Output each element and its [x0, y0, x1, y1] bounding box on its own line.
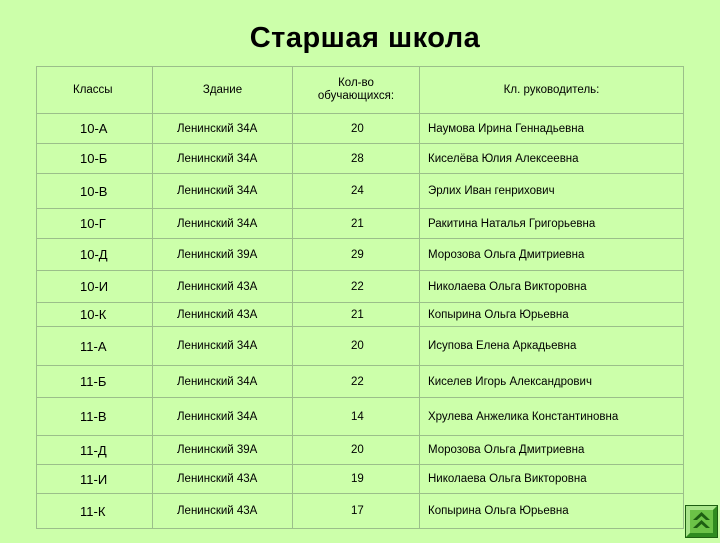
scroll-top-button[interactable] — [685, 505, 718, 538]
cell-count: 20 — [293, 114, 420, 144]
cell-teacher: Морозова Ольга Дмитриевна — [420, 436, 684, 465]
cell-teacher: Киселев Игорь Александрович — [420, 366, 684, 398]
table-row — [37, 114, 684, 144]
cell-class: 11-Б — [37, 366, 153, 398]
table-row — [37, 494, 684, 529]
cell-building: Ленинский 34А — [153, 327, 293, 366]
header-count-label: Кол-во обучающихся: — [317, 77, 395, 102]
cell-teacher: Эрлих Иван генрихович — [420, 174, 684, 209]
table-row — [37, 174, 684, 209]
cell-class: 11-И — [37, 465, 153, 494]
cell-count: 29 — [293, 239, 420, 271]
cell-building: Ленинский 43А — [153, 271, 293, 303]
cell-building: Ленинский 39А — [153, 239, 293, 271]
cell-count: 21 — [293, 303, 420, 327]
cell-teacher: Исупова Елена Аркадьевна — [420, 327, 684, 366]
cell-count: 14 — [293, 398, 420, 436]
cell-building: Ленинский 34А — [153, 209, 293, 239]
table-row — [37, 271, 684, 303]
cell-class: 10-К — [37, 303, 153, 327]
cell-teacher: Копырина Ольга Юрьевна — [420, 494, 684, 529]
table-row — [37, 144, 684, 174]
cell-class: 10-И — [37, 271, 153, 303]
double-chevron-up-icon — [685, 505, 718, 538]
cell-teacher: Наумова Ирина Геннадьевна — [420, 114, 684, 144]
cell-class: 11-А — [37, 327, 153, 366]
cell-teacher: Николаева Ольга Викторовна — [420, 271, 684, 303]
cell-building: Ленинский 34А — [153, 398, 293, 436]
cell-class: 10-В — [37, 174, 153, 209]
cell-class: 10-Г — [37, 209, 153, 239]
header-building: Здание — [153, 67, 293, 114]
cell-count: 19 — [293, 465, 420, 494]
cell-building: Ленинский 34А — [153, 114, 293, 144]
cell-count: 22 — [293, 366, 420, 398]
cell-class: 10-Д — [37, 239, 153, 271]
cell-class: 11-Д — [37, 436, 153, 465]
table-row — [37, 465, 684, 494]
classes-table — [36, 66, 684, 529]
cell-class: 10-Б — [37, 144, 153, 174]
header-count — [293, 67, 420, 114]
cell-count: 20 — [293, 436, 420, 465]
table-row — [37, 436, 684, 465]
cell-building: Ленинский 34А — [153, 366, 293, 398]
cell-teacher: Хрулева Анжелика Константиновна — [420, 398, 684, 436]
cell-count: 22 — [293, 271, 420, 303]
cell-count: 21 — [293, 209, 420, 239]
cell-count: 28 — [293, 144, 420, 174]
cell-count: 20 — [293, 327, 420, 366]
cell-class: 11-В — [37, 398, 153, 436]
table-row — [37, 209, 684, 239]
table-header-row — [37, 67, 684, 114]
cell-teacher: Николаева Ольга Викторовна — [420, 465, 684, 494]
cell-class: 10-А — [37, 114, 153, 144]
cell-count: 24 — [293, 174, 420, 209]
cell-building: Ленинский 43А — [153, 494, 293, 529]
cell-teacher: Ракитина Наталья Григорьевна — [420, 209, 684, 239]
cell-building: Ленинский 34А — [153, 174, 293, 209]
table-row — [37, 303, 684, 327]
header-teacher: Кл. руководитель: — [420, 67, 684, 114]
cell-building: Ленинский 43А — [153, 465, 293, 494]
cell-building: Ленинский 34А — [153, 144, 293, 174]
header-classes: Классы — [37, 67, 153, 114]
cell-count: 17 — [293, 494, 420, 529]
table-row — [37, 366, 684, 398]
table-row — [37, 239, 684, 271]
page-title: Старшая школа — [249, 22, 481, 54]
cell-building: Ленинский 43А — [153, 303, 293, 327]
cell-building: Ленинский 39А — [153, 436, 293, 465]
table-row — [37, 398, 684, 436]
cell-teacher: Киселёва Юлия Алексеевна — [420, 144, 684, 174]
cell-class: 11-К — [37, 494, 153, 529]
cell-teacher: Морозова Ольга Дмитриевна — [420, 239, 684, 271]
table-row — [37, 327, 684, 366]
cell-teacher: Копырина Ольга Юрьевна — [420, 303, 684, 327]
